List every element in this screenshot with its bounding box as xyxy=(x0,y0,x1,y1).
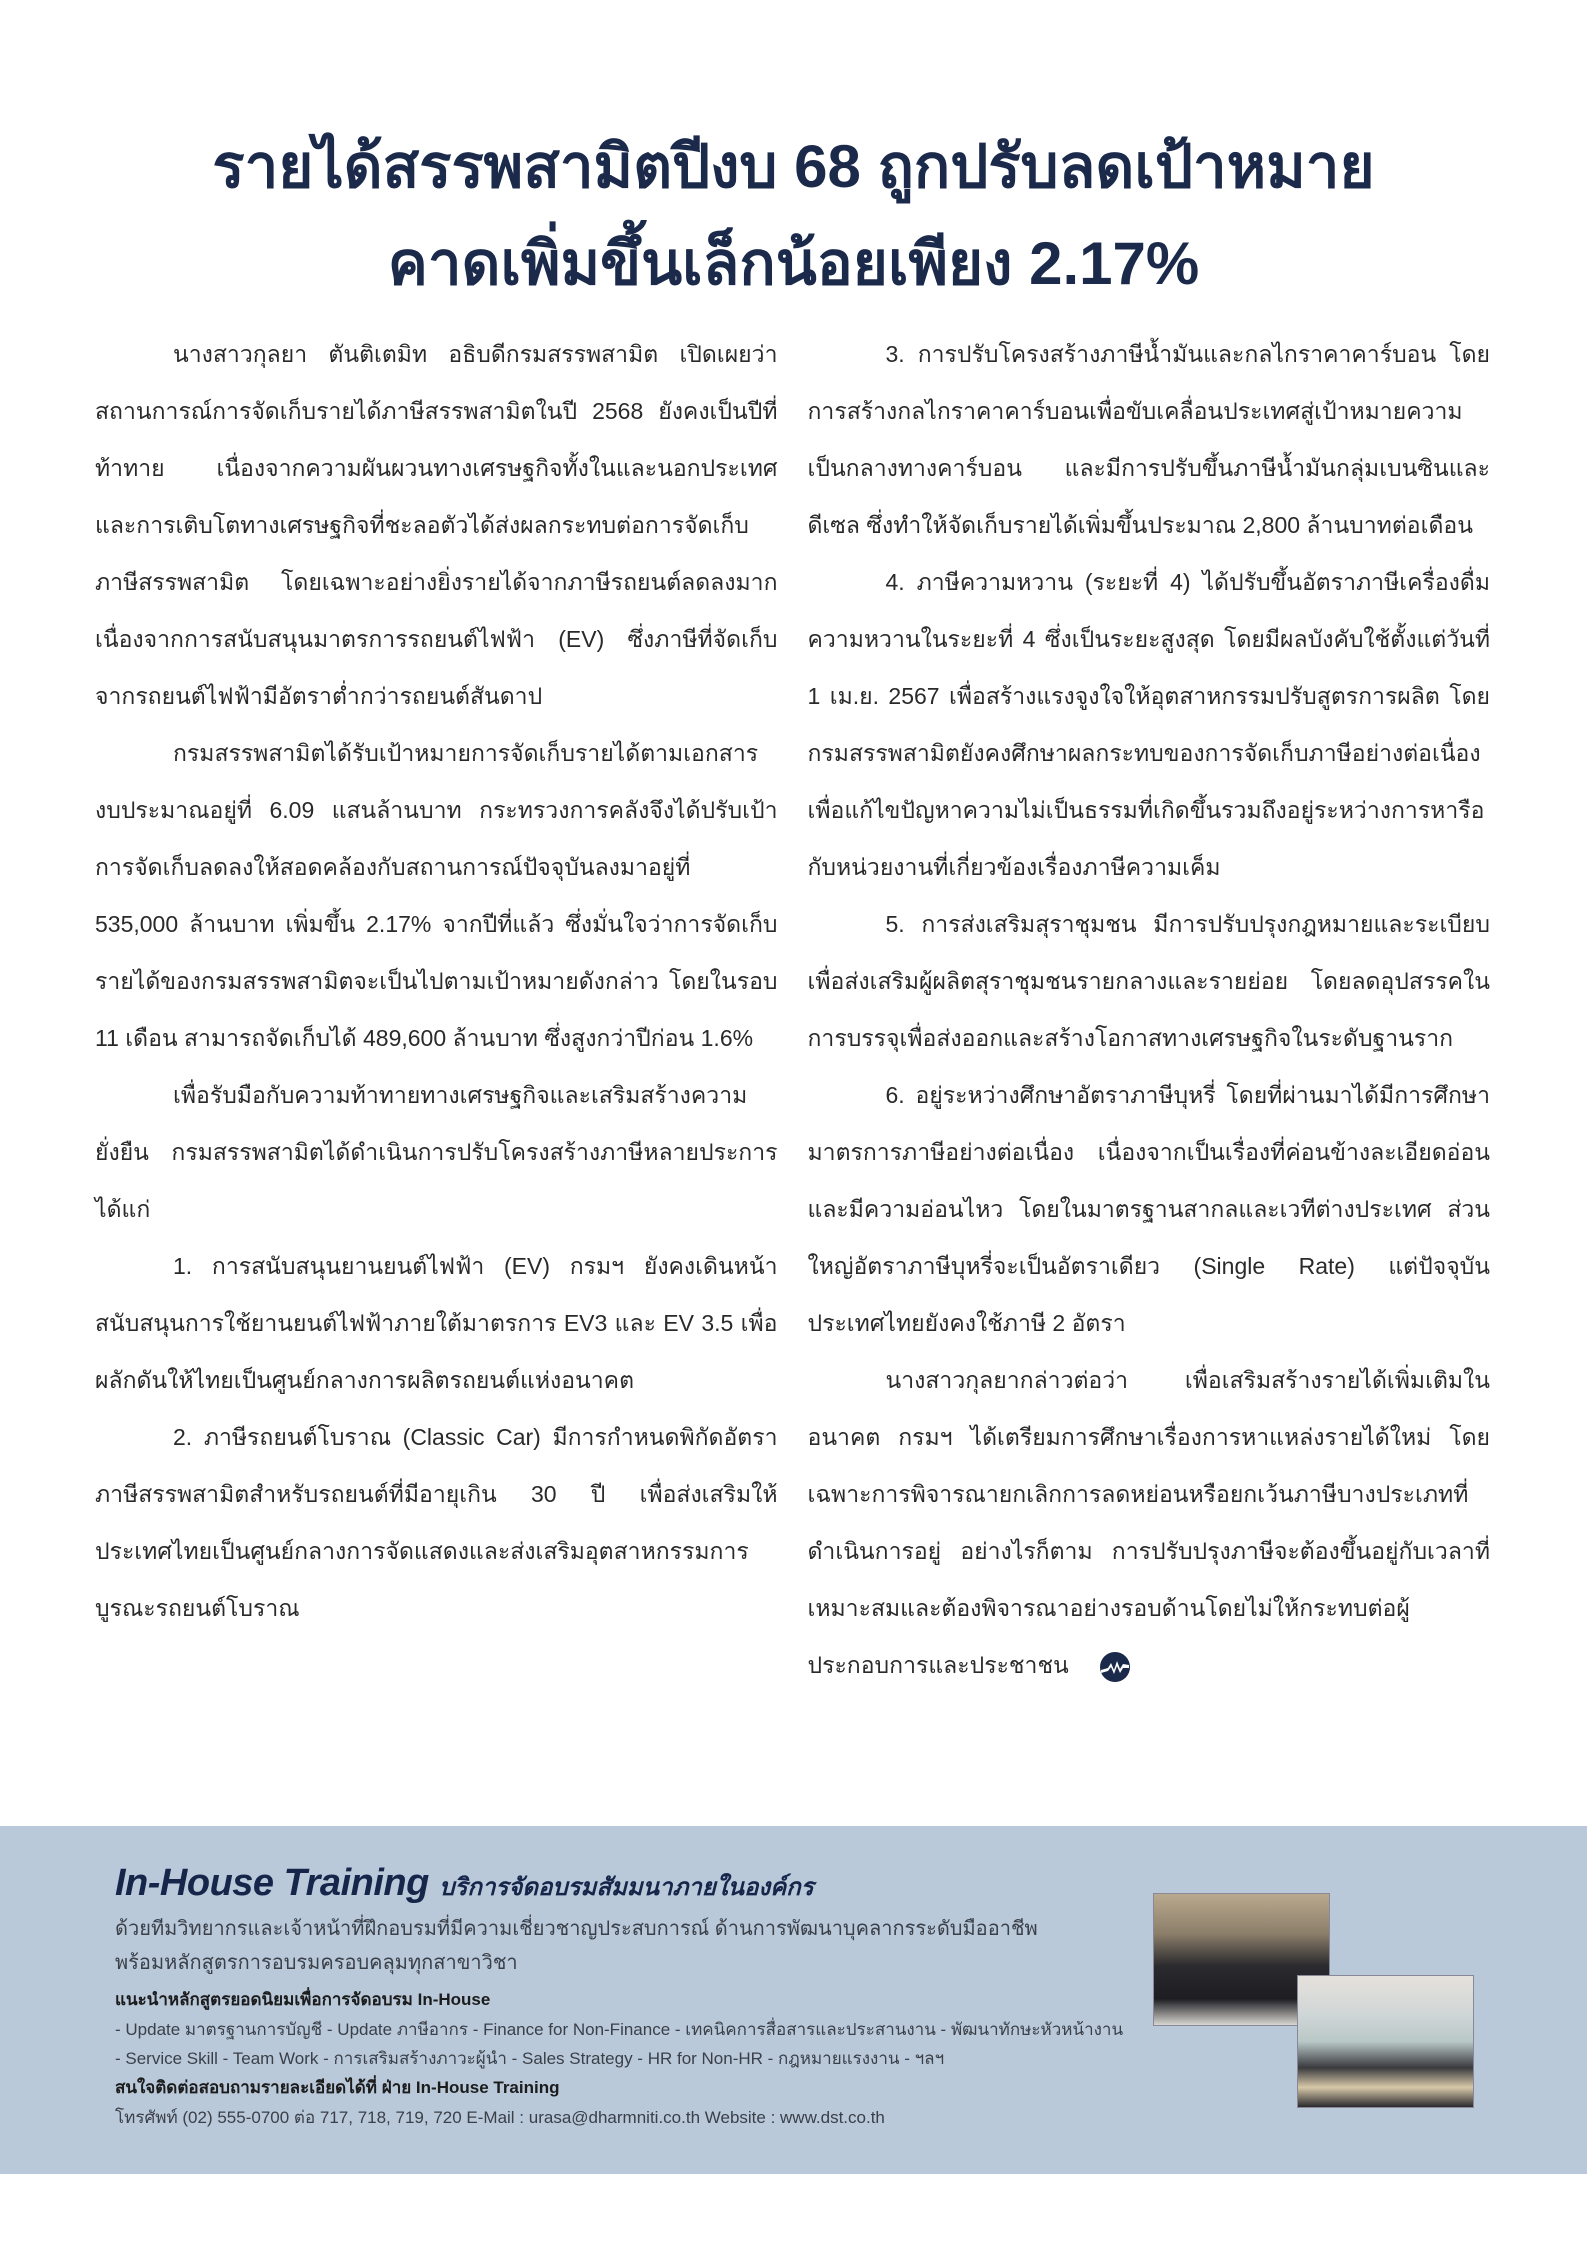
wave-circle-icon xyxy=(1099,1651,1131,1683)
footer-desc-1: ด้วยทีมวิทยากรและเจ้าหน้าที่ฝึกอบรมที่มีความเชี่ยวชาญประสบการณ์ ด้านการพัฒนาบุคลากรระดับมืออาชีพ xyxy=(115,1918,1038,1940)
contact-heading: สนใจติดต่อสอบถามรายละเอียดได้ที่ ฝ่าย In-House Training xyxy=(115,2078,560,2097)
paragraph: 6. อยู่ระหว่างศึกษาอัตราภาษีบุหรี่ โดยที่ผ่านมาได้มีการศึกษามาตรการภาษีอย่างต่อเนื่อง เนื่องจากเป็นเรื่องที่ค่อนข้างละเอียดอ่อนและมีความอ่อนไหว โดยในมาตรฐานสากลและเวทีต่างประเทศ ส่วนใหญ่อัตราภาษีบุหรี่จะเป็นอัตราเดียว (Single Rate) แต่ปัจจุบันประเทศไทยยังคงใช้ภาษี 2 อัตรา xyxy=(807,1082,1490,1336)
footer-heading xyxy=(115,1862,1135,1906)
article-body xyxy=(95,326,1490,1806)
paragraph-last xyxy=(808,1352,1491,1694)
paragraph: 2. ภาษีรถยนต์โบราณ (Classic Car) มีการกำหนดพิกัดอัตราภาษีสรรพสามิตสำหรับรถยนต์ที่มีอายุเกิน 30 ปี เพื่อส่งเสริมให้ประเทศไทยเป็นศูนย์กลางการจัดแสดงและส่งเสริมอุตสาหกรรมการบูรณะรถยนต์โบราณ xyxy=(95,1424,778,1621)
paragraph: 4. ภาษีความหวาน (ระยะที่ 4) ได้ปรับขึ้นอัตราภาษีเครื่องดื่มความหวานในระยะที่ 4 ซึ่งเป็นระยะสูงสุด โดยมีผลบังคับใช้ตั้งแต่วันที่ 1 เม.ย. 2567 เพื่อสร้างแรงจูงใจให้อุตสาหกรรมปรับสูตรการผลิต โดยกรมสรรพสามิตยังคงศึกษาผลกระทบของการจัดเก็บภาษีอย่างต่อเนื่อง เพื่อแก้ไขปัญหาความไม่เป็นธรรมที่เกิดขึ้นรวมถึงอยู่ระหว่างการหารือกับหน่วยงานที่เกี่ยวข้องเรื่องภาษีความเค็ม xyxy=(807,569,1490,880)
paragraph-text: นางสาวกุลยากล่าวต่อว่า เพื่อเสริมสร้างรายได้เพิ่มเติมในอนาคต กรมฯ ได้เตรียมการศึกษาเรื่องการหาแหล่งรายได้ใหม่ โดยเฉพาะการพิจารณายกเลิกการลดหย่อนหรือยกเว้นภาษีบางประเภทที่ดำเนินการอยู่ อย่างไรก็ตาม การปรับปรุงภาษีจะต้องขึ้นอยู่กับเวลาที่เหมาะสมและต้องพิจารณาอย่างรอบด้านโดยไม่ให้กระทบต่อผู้ประกอบการและประชาชน xyxy=(807,1367,1490,1678)
paragraph: เพื่อรับมือกับความท้าทายทางเศรษฐกิจและเสริมสร้างความยั่งยืน กรมสรรพสามิตได้ดำเนินการปรับโครงสร้างภาษีหลายประการ ได้แก่ xyxy=(95,1082,778,1222)
brand-name: In-House Training xyxy=(115,1862,429,1904)
training-photo-2 xyxy=(1297,1975,1474,2108)
paragraph: 1. การสนับสนุนยานยนต์ไฟฟ้า (EV) กรมฯ ยังคงเดินหน้าสนับสนุนการใช้ยานยนต์ไฟฟ้าภายใต้มาตรการ EV3 และ EV 3.5 เพื่อผลักดันให้ไทยเป็นศูนย์กลางการผลิตรถยนต์แห่งอนาคต xyxy=(95,1253,778,1393)
article-title xyxy=(0,0,1587,312)
contact-line: โทรศัพท์ (02) 555-0700 ต่อ 717, 718, 719, 720 E-Mail : urasa@dharmniti.co.th Website : www.dst.co.th xyxy=(115,2108,885,2127)
paragraph: 5. การส่งเสริมสุราชุมชน มีการปรับปรุงกฎหมายและระเบียบเพื่อส่งเสริมผู้ผลิตสุราชุมชนรายกลางและรายย่อย โดยลดอุปสรรคในการบรรจุเพื่อส่งออกและสร้างโอกาสทางเศรษฐกิจในระดับฐานราก xyxy=(807,911,1490,1051)
brand-subtitle: บริการจัดอบรมสัมมนาภายในองค์กร xyxy=(439,1874,814,1901)
footer-banner xyxy=(0,1826,1587,2174)
title-line-2: คาดเพิ่มขึ้นเล็กน้อยเพียง 2.17% xyxy=(387,230,1200,297)
paragraph: กรมสรรพสามิตได้รับเป้าหมายการจัดเก็บรายได้ตามเอกสารงบประมาณอยู่ที่ 6.09 แสนล้านบาท กระทรวงการคลังจึงได้ปรับเป้าการจัดเก็บลดลงให้สอดคล้องกับสถานการณ์ปัจจุบันลงมาอยู่ที่ 535,000 ล้านบาท เพิ่มขึ้น 2.17% จากปีที่แล้ว ซึ่งมั่นใจว่าการจัดเก็บรายได้ของกรมสรรพสามิตจะเป็นไปตามเป้าหมายดังกล่าว โดยในรอบ 11 เดือน สามารถจัดเก็บได้ 489,600 ล้านบาท ซึ่งสูงกว่าปีก่อน 1.6% xyxy=(95,740,778,1051)
title-line-1: รายได้สรรพสามิตปีงบ 68 ถูกปรับลดเป้าหมาย xyxy=(212,133,1375,200)
courses-heading: แนะนำหลักสูตรยอดนิยมเพื่อการจัดอบรม In-House xyxy=(115,1990,491,2009)
courses-line-2: - Service Skill - Team Work - การเสริมสร้างภาวะผู้นำ - Sales Strategy - HR for Non-HR - กฎหมายแรงงาน - ฯลฯ xyxy=(115,2049,945,2068)
paragraph: 3. การปรับโครงสร้างภาษีน้ำมันและกลไกราคาคาร์บอน โดยการสร้างกลไกราคาคาร์บอนเพื่อขับเคลื่อนประเทศสู่เป้าหมายความเป็นกลางทางคาร์บอน และมีการปรับขึ้นภาษีน้ำมันกลุ่มเบนซินและดีเซล ซึ่งทำให้จัดเก็บรายได้เพิ่มขึ้นประมาณ 2,800 ล้านบาทต่อเดือน xyxy=(807,341,1490,538)
paragraph: นางสาวกุลยา ตันติเตมิท อธิบดีกรมสรรพสามิต เปิดเผยว่า สถานการณ์การจัดเก็บรายได้ภาษีสรรพสามิตในปี 2568 ยังคงเป็นปีที่ท้าทาย เนื่องจากความผันผวนทางเศรษฐกิจทั้งในและนอกประเทศ และการเติบโตทางเศรษฐกิจที่ชะลอตัวได้ส่งผลกระทบต่อการจัดเก็บภาษีสรรพสามิต โดยเฉพาะอย่างยิ่งรายได้จากภาษีรถยนต์ลดลงมาก เนื่องจากการสนับสนุนมาตรการรถยนต์ไฟฟ้า (EV) ซึ่งภาษีที่จัดเก็บจากรถยนต์ไฟฟ้ามีอัตราต่ำกว่ารถยนต์สันดาป xyxy=(95,341,778,709)
footer-desc-2: พร้อมหลักสูตรการอบรมครอบคลุมทุกสาขาวิชา xyxy=(115,1952,518,1974)
courses-line-1: - Update มาตรฐานการบัญชี - Update ภาษีอากร - Finance for Non-Finance - เทคนิคการสื่อสารและประสานงาน - พัฒนาทักษะหัวหน้างาน xyxy=(115,2020,1124,2039)
